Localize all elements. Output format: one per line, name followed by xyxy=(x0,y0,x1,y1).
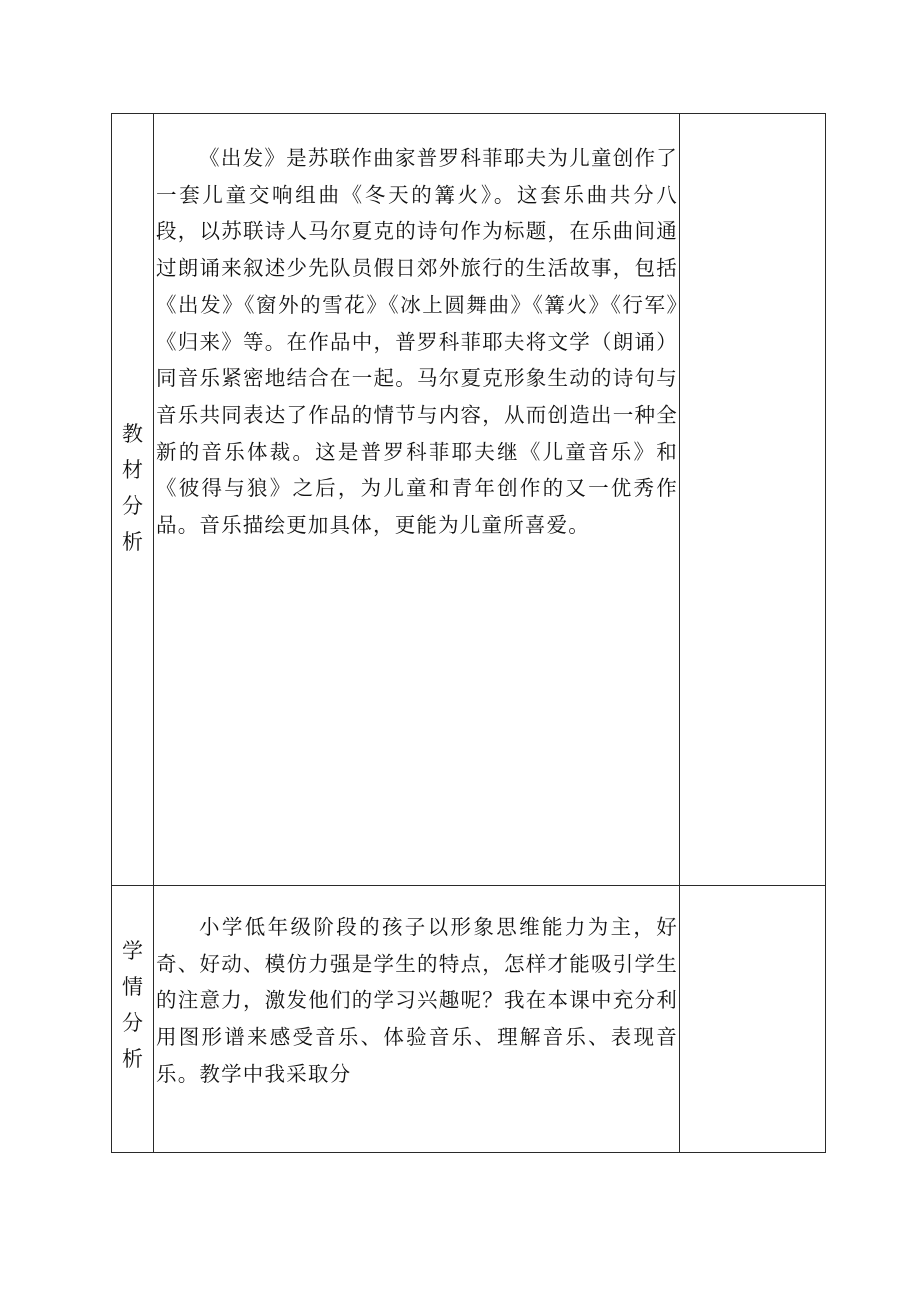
label-char: 材 xyxy=(122,458,143,482)
label-char: 分 xyxy=(122,1011,143,1035)
textbook-analysis-label xyxy=(112,416,153,560)
student-analysis-text: 小学低年级阶段的孩子以形象思维能力为主，好奇、好动、模仿力强是学生的特点，怎样才能吸引学生的注意力，激发他们的学习兴趣呢？我在本课中充分利用图形谱来感受音乐、体验音乐、理解音乐、表现音乐。教学中我采取分 xyxy=(156,915,678,1086)
label-char: 析 xyxy=(122,1047,143,1071)
textbook-analysis-text: 《出发》是苏联作曲家普罗科菲耶夫为儿童创作了一套儿童交响组曲《冬天的篝火》。这套乐曲共分八段，以苏联诗人马尔夏克的诗句作为标题，在乐曲间通过朗诵来叙述少先队员假日郊外旅行的生活故事，包括《出发》《窗外的雪花》《冰上圆舞曲》《篝火》《行军》《归来》等。在作品中，普罗科菲耶夫将文学（朗诵）同音乐紧密地结合在一起。马尔夏克形象生动的诗句与音乐共同表达了作品的情节与内容，从而创造出一种全新的音乐体裁。这是普罗科菲耶夫继《儿童音乐》和《彼得与狼》之后，为儿童和青年创作的又一优秀作品。音乐描绘更加具体，更能为儿童所喜爱。 xyxy=(156,146,678,538)
lesson-plan-table xyxy=(111,113,826,1153)
textbook-analysis-content xyxy=(156,140,678,544)
student-analysis-row xyxy=(112,885,825,1154)
label-char: 情 xyxy=(122,975,143,999)
label-char: 分 xyxy=(122,494,143,518)
label-char: 学 xyxy=(122,939,143,963)
label-char: 析 xyxy=(122,530,143,554)
label-char: 教 xyxy=(122,422,143,446)
textbook-analysis-row xyxy=(112,114,825,885)
student-analysis-label xyxy=(112,933,153,1077)
student-analysis-content xyxy=(156,909,678,1093)
